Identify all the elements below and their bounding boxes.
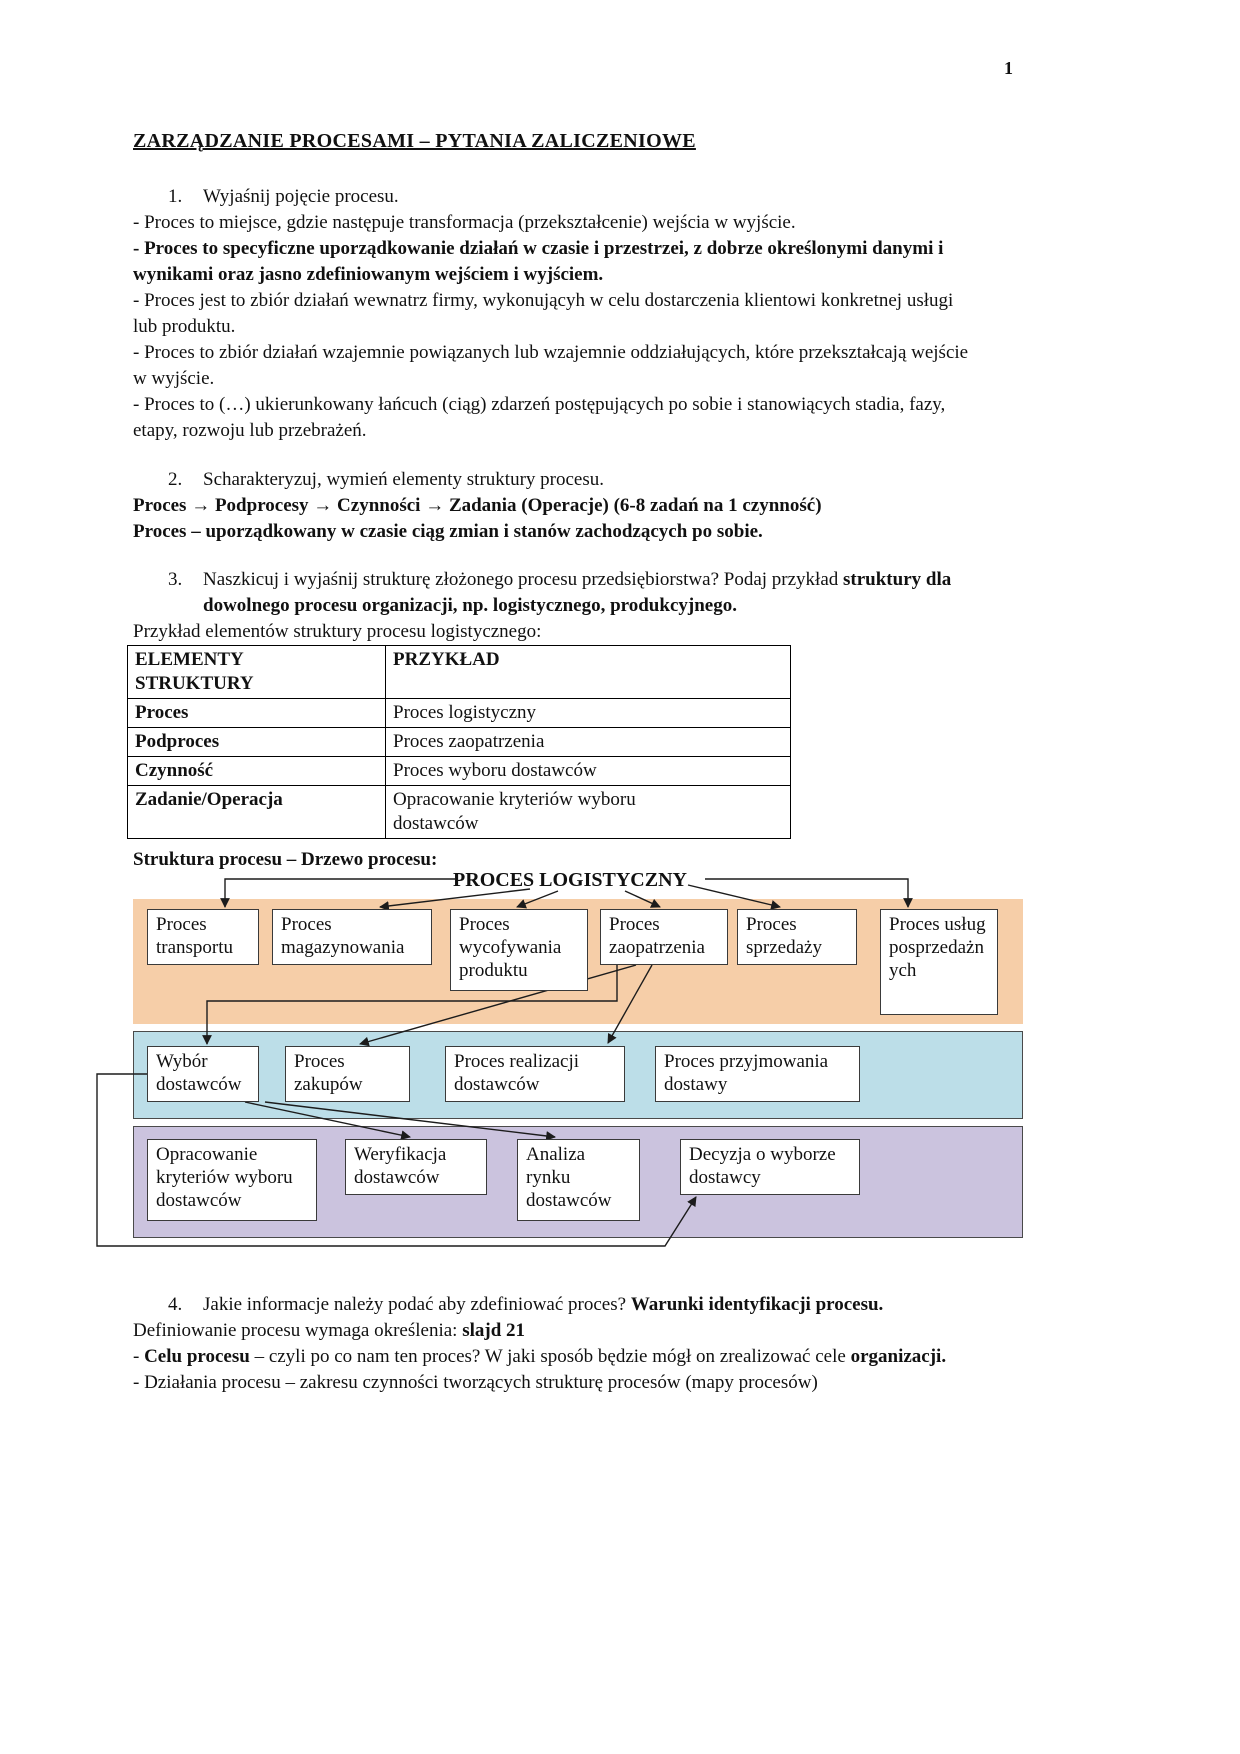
question-1-number: 1. xyxy=(168,186,183,207)
box-proces-transportu: Proces transportu xyxy=(147,909,259,965)
question-4-number: 4. xyxy=(168,1294,183,1315)
box-proces-realizacji-dostawcow: Proces realizacji dostawców xyxy=(445,1046,625,1102)
answer-line: - Proces to zbiór działań wzajemnie powiązanych lub wzajemnie oddziałujących, które przekształcają wejście w wyjście. xyxy=(133,342,969,389)
table-row xyxy=(128,728,791,757)
table-cell-element: Proces xyxy=(128,699,386,728)
answer-text: Definiowanie procesu wymaga określenia: xyxy=(133,1320,463,1341)
question-2-number: 2. xyxy=(168,469,183,490)
question-3-text-part1: Naszkicuj i wyjaśnij strukturę złożonego procesu przedsiębiorstwa? Podaj przykład xyxy=(203,569,844,590)
table-header-cell-example xyxy=(386,646,791,699)
document-title: ZARZĄDZANIE PROCESAMI – PYTANIA ZALICZENIOWE xyxy=(133,130,696,152)
table-cell-element: Czynność xyxy=(128,757,386,786)
process-tree-diagram xyxy=(80,867,1040,1252)
table-row xyxy=(128,757,791,786)
answer-line: Proces → Podprocesy → Czynności → Zadania (Operacje) (6-8 zadań na 1 czynność) xyxy=(133,495,822,516)
question-1-text: Wyjaśnij pojęcie procesu. xyxy=(203,186,399,207)
table-row xyxy=(128,699,791,728)
question-3-text-part2: struktury dla dowolnego procesu organizacji, np. logistycznego, produkcyjnego. xyxy=(203,569,952,616)
document-content xyxy=(133,128,986,1396)
answer-line: Proces – uporządkowany w czasie ciąg zmian i stanów zachodzących po sobie. xyxy=(133,521,763,542)
question-2-heading xyxy=(133,467,969,493)
answer-line: - Proces to specyficzne uporządkowanie działań w czasie i przestrzei, z dobrze określonymi danymi i wynikami oraz jasno zdefiniowanym wejściem i wyjściem. xyxy=(133,238,944,285)
question-2 xyxy=(133,467,969,545)
answer-line: - Proces jest to zbiór działań wewnatrz firmy, wykonującyh w celu dostarczenia klientowi konkretnej usługi lub produktu. xyxy=(133,290,954,337)
question-3 xyxy=(133,567,986,1252)
box-decyzja-o-wyborze-dostawcy: Decyzja o wyborze dostawcy xyxy=(680,1139,860,1195)
table-header-row xyxy=(128,646,791,699)
answer-text-bold: slajd 21 xyxy=(462,1320,526,1341)
box-proces-sprzedazy: Proces sprzedaży xyxy=(737,909,857,965)
table-cell-example: Proces zaopatrzenia xyxy=(386,728,791,757)
table-cell-example: Proces logistyczny xyxy=(386,699,791,728)
tree-caption: Struktura procesu – Drzewo procesu: xyxy=(133,849,438,870)
answer-text: – czyli po co nam ten proces? W jaki sposób będzie mógł on zrealizować cele xyxy=(249,1346,851,1367)
box-proces-magazynowania: Proces magazynowania xyxy=(272,909,432,965)
box-proces-wycofywania-produktu: Proces wycofywania produktu xyxy=(450,909,588,991)
diagram-root-title: PROCES LOGISTYCZNY xyxy=(453,869,687,891)
box-wybor-dostawcow: Wybór dostawców xyxy=(147,1046,259,1102)
page-number: 1 xyxy=(1004,58,1013,78)
table-header-text: PRZYKŁAD xyxy=(393,649,500,670)
question-4-text-part1: Jakie informacje należy podać aby zdefiniować proces? xyxy=(203,1294,631,1315)
table-cell-element: Zadanie/Operacja xyxy=(128,786,386,839)
box-weryfikacja-dostawcow: Weryfikacja dostawców xyxy=(345,1139,487,1195)
table-intro: Przykład elementów struktury procesu logistycznego: xyxy=(133,621,542,642)
answer-text-bold: Celu procesu xyxy=(144,1346,250,1367)
question-1-heading xyxy=(133,184,969,210)
box-analiza-rynku-dostawcow: Analiza rynku dostawców xyxy=(517,1139,640,1221)
answer-line: - Działania procesu – zakresu czynności tworzących strukturę procesów (mapy procesów) xyxy=(133,1372,818,1393)
question-4 xyxy=(133,1292,969,1396)
question-4-text-part2: Warunki identyfikacji procesu. xyxy=(630,1294,884,1315)
question-2-text: Scharakteryzuj, wymień elementy struktury procesu. xyxy=(203,469,604,490)
question-4-heading xyxy=(133,1292,969,1318)
box-proces-zakupow: Proces zakupów xyxy=(285,1046,410,1102)
table-cell-text: Opracowanie kryteriów wyboru dostawców xyxy=(393,789,636,834)
structure-table xyxy=(127,645,791,839)
question-1 xyxy=(133,184,969,444)
question-3-number: 3. xyxy=(168,569,183,590)
table-cell-element: Podproces xyxy=(128,728,386,757)
answer-line: - Proces to (…) ukierunkowany łańcuch (ciąg) zdarzeń postępujących po sobie i stanowiących stadia, fazy, etapy, rozwoju lub przebrażeń. xyxy=(133,394,946,441)
answer-line xyxy=(133,1344,969,1370)
box-proces-zaopatrzenia: Proces zaopatrzenia xyxy=(600,909,728,965)
box-opracowanie-kryteriow-wyboru: Opracowanie kryteriów wyboru dostawców xyxy=(147,1139,317,1221)
box-proces-przyjmowania-dostawy: Proces przyjmowania dostawy xyxy=(655,1046,860,1102)
table-cell-example xyxy=(386,786,791,839)
answer-text-bold: organizacji. xyxy=(850,1346,947,1367)
answer-line xyxy=(133,1318,969,1344)
table-header-text: ELEMENTY STRUKTURY xyxy=(135,649,254,694)
table-row xyxy=(128,786,791,839)
question-3-heading xyxy=(133,567,969,619)
answer-text: - xyxy=(133,1346,145,1367)
table-header-cell-elements xyxy=(128,646,386,699)
box-proces-uslug-posprzedaznych: Proces usług posprzedażnych xyxy=(880,909,998,1015)
answer-line: - Proces to miejsce, gdzie następuje transformacja (przekształcenie) wejścia w wyjście. xyxy=(133,212,796,233)
table-cell-example: Proces wyboru dostawców xyxy=(386,757,791,786)
